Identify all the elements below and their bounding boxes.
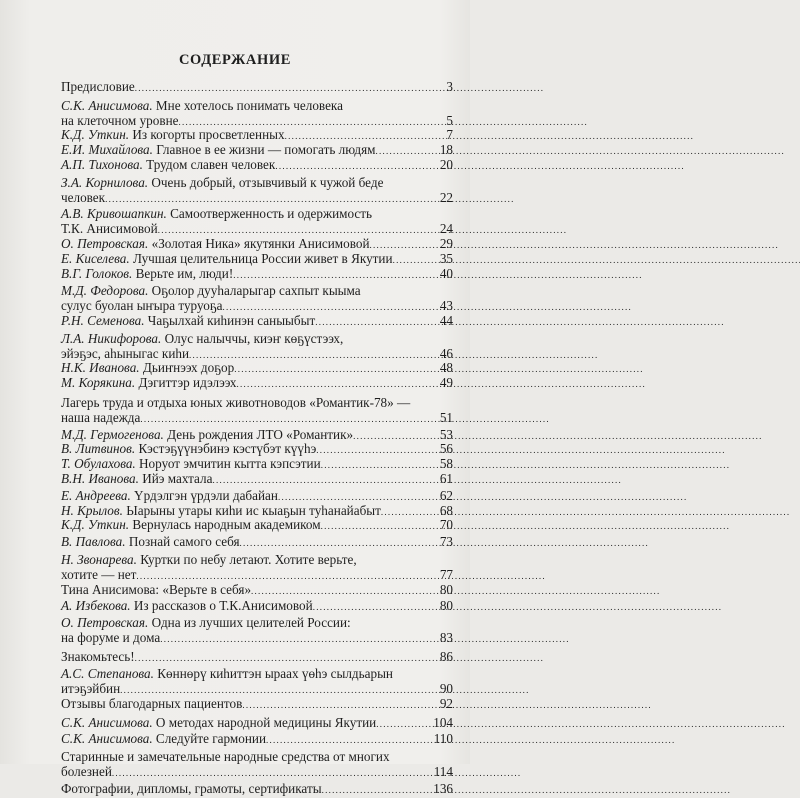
toc-entry-title: Фотографии, дипломы, грамоты, сертификаты [61,781,322,797]
toc-entry-author: М. Корякина. [61,375,136,391]
toc-page-number: 62 [439,487,453,503]
toc-page-number: 77 [439,566,453,582]
toc-entry-title: болезней [61,764,112,780]
toc-entry-text [61,650,135,665]
toc-entry[interactable] [61,128,453,143]
toc-page-number: 35 [439,250,453,266]
toc-entry-author: О. Петровская. [61,615,149,631]
toc-entry-line [61,535,453,550]
toc-dot-leader [393,252,439,268]
toc-page-number: 70 [439,517,453,533]
toc-entry-title: Норуот эмчитин кытта кэпсэтии [135,456,321,472]
toc-page-number: 86 [439,648,453,664]
toc-entry-title: Главное в ее жизни — помогать людям [152,142,376,158]
toc-entry[interactable] [61,750,453,780]
toc-title: СОДЕРЖАНИЕ [178,52,292,68]
toc-page-number: 58 [439,456,453,472]
toc-page-number: 90 [439,681,453,697]
toc-page-number: 61 [439,470,453,486]
toc-entry-author: М.Д. Гермогенова. [61,426,164,442]
toc-entry[interactable] [61,535,453,550]
toc-entry-title: Знакомьтесь! [61,648,135,664]
toc-entry-text [61,299,223,314]
toc-entry-line [61,716,453,731]
toc-entry-text [61,442,316,457]
toc-entry-title: Одна из лучших целителей России: [148,615,351,631]
toc-entry-text [61,667,393,682]
toc-entry-title: Олус налыччы, киэҥ көҕүстээх, [161,330,344,346]
toc-entry-text [61,631,160,646]
toc-page-number: 53 [439,426,453,442]
toc-entry-line [61,504,453,519]
toc-entry-text [61,583,251,598]
toc-entry-line [61,361,453,376]
toc-entry-title: Көннөрү киһиттэн ыраах үөһэ сылдьарын [153,666,393,682]
toc-entry-title: Познай самого себя [125,534,240,550]
toc-page-number: 48 [439,360,453,376]
toc-entry-line [61,518,453,533]
toc-entry[interactable] [61,396,453,426]
toc-dot-leader [140,411,438,427]
toc-entry-text [61,128,285,143]
toc-entry-title: хотите — нет [61,566,137,582]
toc-entry-author: Н.К. Иванова. [61,360,140,376]
toc-entry-title: Тина Анисимова: «Верьте в себя» [61,581,252,597]
toc-entry[interactable] [61,667,453,697]
toc-entry-line [61,442,453,457]
toc-page-number: 73 [439,534,453,550]
toc-entry-line [61,457,453,472]
toc-entry-title: Следуйте гармонии [152,730,267,746]
toc-entry-title: сулус буолан ыҥыра туруоҕа [61,298,223,314]
toc-page-number: 7 [446,127,453,143]
toc-entry-author: В.Г. Голоков. [61,265,133,281]
toc-entry[interactable] [61,376,453,391]
toc-entry-title: Лучшая целительница России живет в Якутии [129,250,393,266]
toc-page-number: 104 [433,714,453,730]
toc-entry-title: Дьиҥнээх доҕор [139,360,235,376]
toc-entry-line [61,314,453,329]
toc-entry-line [61,176,453,191]
toc-entry-line [61,411,453,426]
toc-dot-leader [316,442,439,458]
toc-entry-line [61,732,453,747]
toc-entry-line [61,114,453,129]
toc-entry-title: Оҕолор дууһаларыгар сахпыт кыыма [148,283,361,299]
toc-entry-text [61,376,237,391]
toc-entry[interactable] [61,782,453,797]
toc-entry-line [61,222,453,237]
toc-entry-author: А. Избекова. [61,598,131,614]
toc-entry-text [61,732,266,747]
toc-page-number: 18 [439,142,453,158]
toc-entry[interactable] [61,237,453,252]
toc-entry-line [61,667,453,682]
toc-dot-leader [275,158,438,174]
toc-entry-title: День рождения ЛТО «Романтик» [163,426,354,442]
toc-entry-text [61,396,410,411]
toc-dot-leader [105,191,439,207]
toc-entry-author: А.В. Кривошапкин. [61,206,167,222]
toc-entry-line [61,128,453,143]
toc-entry-text [61,568,136,583]
toc-dot-leader [376,143,439,159]
toc-dot-leader [135,650,439,666]
table-of-contents [61,80,453,797]
toc-entry-text [61,191,105,206]
toc-entry-title: Ыарыны утары киһи ис кыаҕын туһанайабыт [122,502,381,518]
toc-dot-leader [321,518,439,534]
toc-entry-title: Чаҕылхай киһинэн саныыбыт [144,312,316,328]
toc-page-number: 5 [446,112,453,128]
toc-entry-author: Е.И. Михайлова. [61,142,153,158]
toc-entry-line [61,472,453,487]
toc-entry-line [61,682,453,697]
toc-entry[interactable] [61,518,453,533]
toc-page-number: 68 [439,502,453,518]
toc-entry[interactable] [61,472,453,487]
toc-entry-line [61,207,453,222]
toc-entry-line [61,650,453,665]
toc-entry[interactable] [61,599,453,614]
toc-page-number: 49 [439,375,453,391]
toc-entry-title: Т.К. Анисимовой [61,221,158,237]
toc-entry-author: Е. Андреева. [61,487,131,503]
toc-entry-text [61,472,212,487]
toc-entry[interactable] [61,332,453,362]
toc-entry[interactable] [61,267,453,282]
toc-entry-text [61,176,383,191]
toc-dot-leader [233,267,439,283]
toc-entry-text [61,252,393,267]
toc-entry-line [61,631,453,646]
toc-entry-line [61,158,453,173]
toc-dot-leader [322,782,433,798]
toc-entry-title: Ийэ махтала [138,470,213,486]
toc-entry-author: А.С. Степанова. [61,666,154,682]
toc-page-number: 80 [439,598,453,614]
toc-entry-text [61,347,189,362]
toc-entry-author: С.К. Анисимова. [61,730,153,746]
toc-entry-author: К.Д. Уткин. [61,517,130,533]
toc-entry[interactable] [61,616,453,646]
toc-entry-text [61,332,343,347]
toc-entry-text [61,361,234,376]
toc-entry-author: В. Литвинов. [61,441,136,457]
toc-dot-leader [135,80,446,96]
toc-dot-leader [240,535,439,551]
toc-entry-text [61,616,351,631]
toc-dot-leader [381,504,439,520]
toc-entry-line [61,750,453,765]
toc-entry-line [61,143,453,158]
toc-entry-author: З.А. Корнилова. [61,174,149,190]
toc-entry-text [61,267,233,282]
toc-entry-title: Кэстэҕүүнэбинэ кэстүбэт күүһэ [135,441,317,457]
toc-entry-text [61,518,321,533]
toc-entry-title: Верьте им, люди! [132,265,234,281]
toc-page-number: 46 [439,345,453,361]
toc-entry-title: Куртки по небу летают. Хотите верьте, [136,551,357,567]
toc-entry[interactable] [61,207,453,237]
toc-entry-line [61,489,453,504]
toc-page-number: 3 [446,79,453,94]
toc-entry-line [61,697,453,712]
toc-entry-line [61,347,453,362]
toc-dot-leader [313,599,439,615]
toc-page-number: 114 [433,764,453,780]
toc-dot-leader [212,472,438,488]
toc-entry-text [61,716,376,731]
toc-entry-author: О. Петровская. [61,235,149,251]
toc-entry-text [61,765,112,780]
toc-entry-title: Лагерь труда и отдыха юных животноводов «Романтик-78» — [61,394,411,410]
toc-entry-title: Отзывы благодарных пациентов [61,696,243,712]
toc-entry-author: С.К. Анисимова. [61,97,153,113]
toc-page-number: 56 [439,441,453,457]
toc-entry-title: «Золотая Ника» якутянки Анисимовой [148,235,370,251]
toc-entry-line [61,332,453,347]
toc-entry-text [61,682,120,697]
toc-entry-text [61,553,357,568]
toc-entry-text [61,222,158,237]
toc-entry-title: Предисловие [61,79,135,94]
toc-dot-leader [160,631,439,647]
toc-entry-title: Мне хотелось понимать человека [152,97,343,113]
toc-entry-line [61,376,453,391]
toc-entry-line [61,284,453,299]
toc-dot-leader [234,361,439,377]
toc-entry[interactable] [61,553,453,583]
toc-page-number: 29 [439,235,453,251]
toc-dot-leader [237,376,439,392]
toc-entry-text [61,99,343,114]
toc-entry-text [61,428,353,443]
toc-entry-text [61,284,361,299]
toc-entry[interactable] [61,650,453,665]
toc-entry[interactable] [61,80,453,95]
toc-entry-text [61,535,240,550]
toc-entry-text [61,457,321,472]
toc-entry-line [61,99,453,114]
toc-entry-author: Л.А. Никифорова. [61,330,162,346]
toc-entry-author: Е. Киселева. [61,250,130,266]
toc-entry-author: К.Д. Уткин. [61,127,130,143]
toc-entry-author: А.П. Тихонова. [61,156,143,172]
toc-dot-leader [321,457,439,473]
toc-entry-title: Самоотверженность и одержимость [166,206,373,222]
toc-page-number: 110 [433,730,453,746]
toc-page-number: 83 [439,629,453,645]
toc-entry[interactable] [61,457,453,472]
toc-entry-title: на клеточном уровне [61,112,179,128]
toc-page-number: 80 [439,581,453,597]
toc-entry-text [61,782,322,797]
toc-entry[interactable] [61,716,453,731]
toc-entry-text [61,489,278,504]
toc-entry-text [61,750,390,765]
toc-page-number: 43 [439,298,453,314]
toc-entry-title: на форуме и дома [61,629,161,645]
toc-dot-leader [251,583,439,599]
toc-dot-leader [353,428,439,444]
toc-page-number: 136 [433,781,453,797]
toc-entry-line [61,782,453,797]
toc-entry-text [61,504,381,519]
toc-entry[interactable] [61,284,453,314]
toc-entry[interactable] [61,428,453,443]
toc-entry-line [61,191,453,206]
toc-entry-line [61,553,453,568]
toc-page-number: 40 [439,265,453,281]
toc-entry-title: человек [61,189,106,205]
toc-page-number: 24 [439,221,453,237]
toc-entry-title: Из рассказов о Т.К.Анисимовой [130,598,313,614]
toc-dot-leader [376,716,432,732]
toc-entry-line [61,299,453,314]
toc-entry-author: М.Д. Федорова. [61,283,149,299]
toc-entry-line [61,428,453,443]
toc-dot-leader [242,697,438,713]
toc-entry-author: Н. Звонарева. [61,551,137,567]
toc-entry-author: В.Н. Иванова. [61,470,139,486]
toc-page-number: 44 [439,312,453,328]
toc-entry-title: Трудом славен человек [142,156,276,172]
toc-entry-line [61,237,453,252]
toc-entry-title: наша надежда [61,409,141,425]
toc-entry-text [61,158,275,173]
toc-page-number: 20 [439,156,453,172]
toc-entry-author: С.К. Анисимова. [61,714,153,730]
toc-entry-line [61,583,453,598]
toc-page-number: 51 [439,409,453,425]
toc-entry-title: Дэгиттэр идэлээх [135,375,237,391]
toc-entry-title: Үрдэлгэн үрдэли дабайан [130,487,278,503]
toc-entry-line [61,252,453,267]
toc-page-number: 92 [439,696,453,712]
toc-entry-text [61,80,135,95]
toc-entry-text [61,207,372,222]
toc-entry-text [61,411,140,426]
toc-entry-line [61,80,453,95]
toc-entry-title: О методах народной медицины Якутии [152,714,377,730]
toc-entry[interactable] [61,143,453,158]
toc-entry[interactable] [61,697,453,712]
toc-entry-line [61,765,453,780]
toc-entry-text [61,143,376,158]
toc-page-number: 22 [439,189,453,205]
toc-entry-text [61,314,315,329]
toc-entry-text [61,599,313,614]
toc-entry[interactable] [61,583,453,598]
toc-entry-line [61,396,453,411]
toc-entry-title: Вернулась народным академиком [129,517,321,533]
toc-dot-leader [112,765,433,781]
toc-entry-line [61,267,453,282]
toc-entry-line [61,616,453,631]
toc-entry-title: Очень добрый, отзывчивый к чужой беде [148,174,384,190]
toc-entry[interactable] [61,99,453,129]
toc-dot-leader [266,732,433,748]
toc-entry-title: эйэҕэс, аһыныгас киһи [61,345,190,361]
toc-entry[interactable] [61,732,453,747]
toc-entry-text [61,114,178,129]
toc-entry[interactable] [61,442,453,457]
toc-entry-author: Н. Крылов. [61,502,123,518]
toc-entry[interactable] [61,252,453,267]
toc-entry[interactable] [61,504,453,519]
toc-entry-author: Т. Обулахова. [61,456,136,472]
toc-entry-title: итэҕэйбин [61,681,121,697]
toc-entry-title: Старинные и замечательные народные средства от многих [61,749,390,765]
toc-entry-text [61,697,242,712]
toc-entry[interactable] [61,158,453,173]
toc-entry-author: В. Павлова. [61,534,126,550]
toc-entry[interactable] [61,176,453,206]
toc-entry[interactable] [61,314,453,329]
toc-entry-line [61,568,453,583]
toc-dot-leader [315,314,439,330]
toc-entry-author: Р.Н. Семенова. [61,312,145,328]
toc-entry-text [61,237,370,252]
toc-entry[interactable] [61,489,453,504]
toc-entry-title: Из когорты просветленных [129,127,285,143]
toc-entry-line [61,599,453,614]
toc-entry[interactable] [61,361,453,376]
